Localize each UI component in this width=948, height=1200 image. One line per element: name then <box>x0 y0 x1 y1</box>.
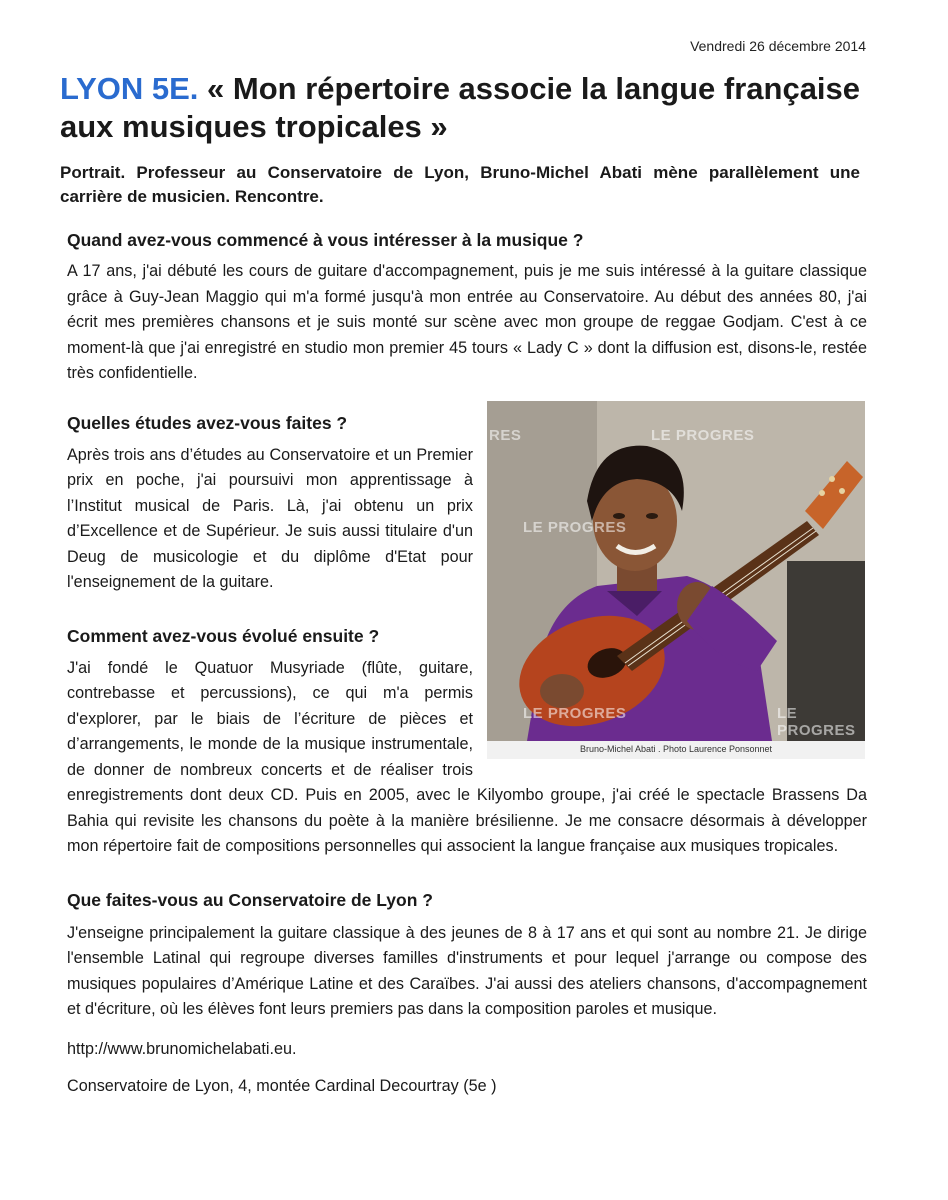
musician-photo <box>487 401 865 741</box>
question-1: Quand avez-vous commencé à vous intéresser à la musique ? <box>67 230 584 250</box>
answer-1: A 17 ans, j'ai débuté les cours de guitare d'accompagnement, puis je me suis intéressé à la guitare classique grâce à Guy-Jean Maggio qui m'a formé jusqu'à mon entrée au Conservatoire. Au début des années 80, j'ai écrit mes premières chansons et je suis monté sur scène avec mon groupe de reggae Godjam. C'est à ce moment-là que j'ai enregistré en studio mon premier 45 tours « Lady C » dont la diffusion est, disons-le, restée très confidentielle. <box>67 262 867 382</box>
headline-title: « Mon répertoire associe la langue française aux musiques tropicales » <box>60 71 861 144</box>
answer-3: J'ai fondé le Quatuor Musyriade (flûte, guitare, contrebasse et percussions), ce qui m'a permis d'explorer, par le biais de l’écriture de pièces et d’arrangements, le monde de la musique instrumentale, de donner de nombreux concerts et de réaliser trois enregistrements dont deux CD. Puis en 2005, avec le Kilyombo groupe, j'ai créé le spectacle Brassens Da Bahia qui revisite les chansons du poète à la manière brésilienne. Je me consacre désormais à développer mon répertoire fait de compositions personnelles qui associent la langue française aux musiques tropicales. <box>67 658 867 855</box>
question-3: Comment avez-vous évolué ensuite ? <box>67 625 380 646</box>
watermark-bottom-right: LE PROGRES <box>777 704 856 739</box>
photo-caption: Bruno-Michel Abati . Photo Laurence Ponsonnet <box>487 741 865 759</box>
website-link[interactable]: http://www.brunomichelabati.eu. <box>67 1039 297 1058</box>
headline <box>60 70 880 146</box>
photo-figure <box>487 401 865 759</box>
watermark-middle: LE PROGRES <box>523 518 627 536</box>
watermark-bottom-left: LE PROGRES <box>523 704 627 722</box>
answer-2: Après trois ans d’études au Conservatoire et un Premier prix en poche, j'ai poursuivi mon apprentissage à l’Institut musical de Paris. Là, j'ai obtenu un prix d’Excellence et de Supérieur. Je suis aussi titulaire d'un Deug de musicologie et du diplôme d'Etat pour l'enseignement de la guitare. <box>67 445 473 591</box>
watermark-top: LE PROGRES <box>651 426 755 444</box>
watermark-edge: RES <box>489 426 522 444</box>
headline-kicker: LYON 5E. <box>60 71 199 106</box>
question-4: Que faites-vous au Conservatoire de Lyon ? <box>67 889 433 910</box>
lead-paragraph: Portrait. Professeur au Conservatoire de Lyon, Bruno-Michel Abati mène parallèlement une carrière de musicien. Rencontre. <box>60 163 860 206</box>
musician-photo-illustration <box>487 401 865 741</box>
answer-4: J'enseigne principalement la guitare classique à des jeunes de 8 à 17 ans et qui sont au nombre 21. Je dirige l'ensemble Latinal qui regroupe diverses familles d'instruments et pour lequel j'arrange ou compose des musiques populaires d’Amérique Latine et des Caraïbes. J'ai aussi des ateliers chansons, d'accompagnement et d'écriture, où les élèves font leurs premiers pas dans la composition paroles et musique. <box>67 923 867 1018</box>
article-body <box>67 228 867 1099</box>
article-date: Vendredi 26 décembre 2014 <box>690 38 866 54</box>
address: Conservatoire de Lyon, 4, montée Cardinal Decourtray (5e ) <box>67 1076 497 1095</box>
question-2: Quelles études avez-vous faites ? <box>67 412 348 433</box>
